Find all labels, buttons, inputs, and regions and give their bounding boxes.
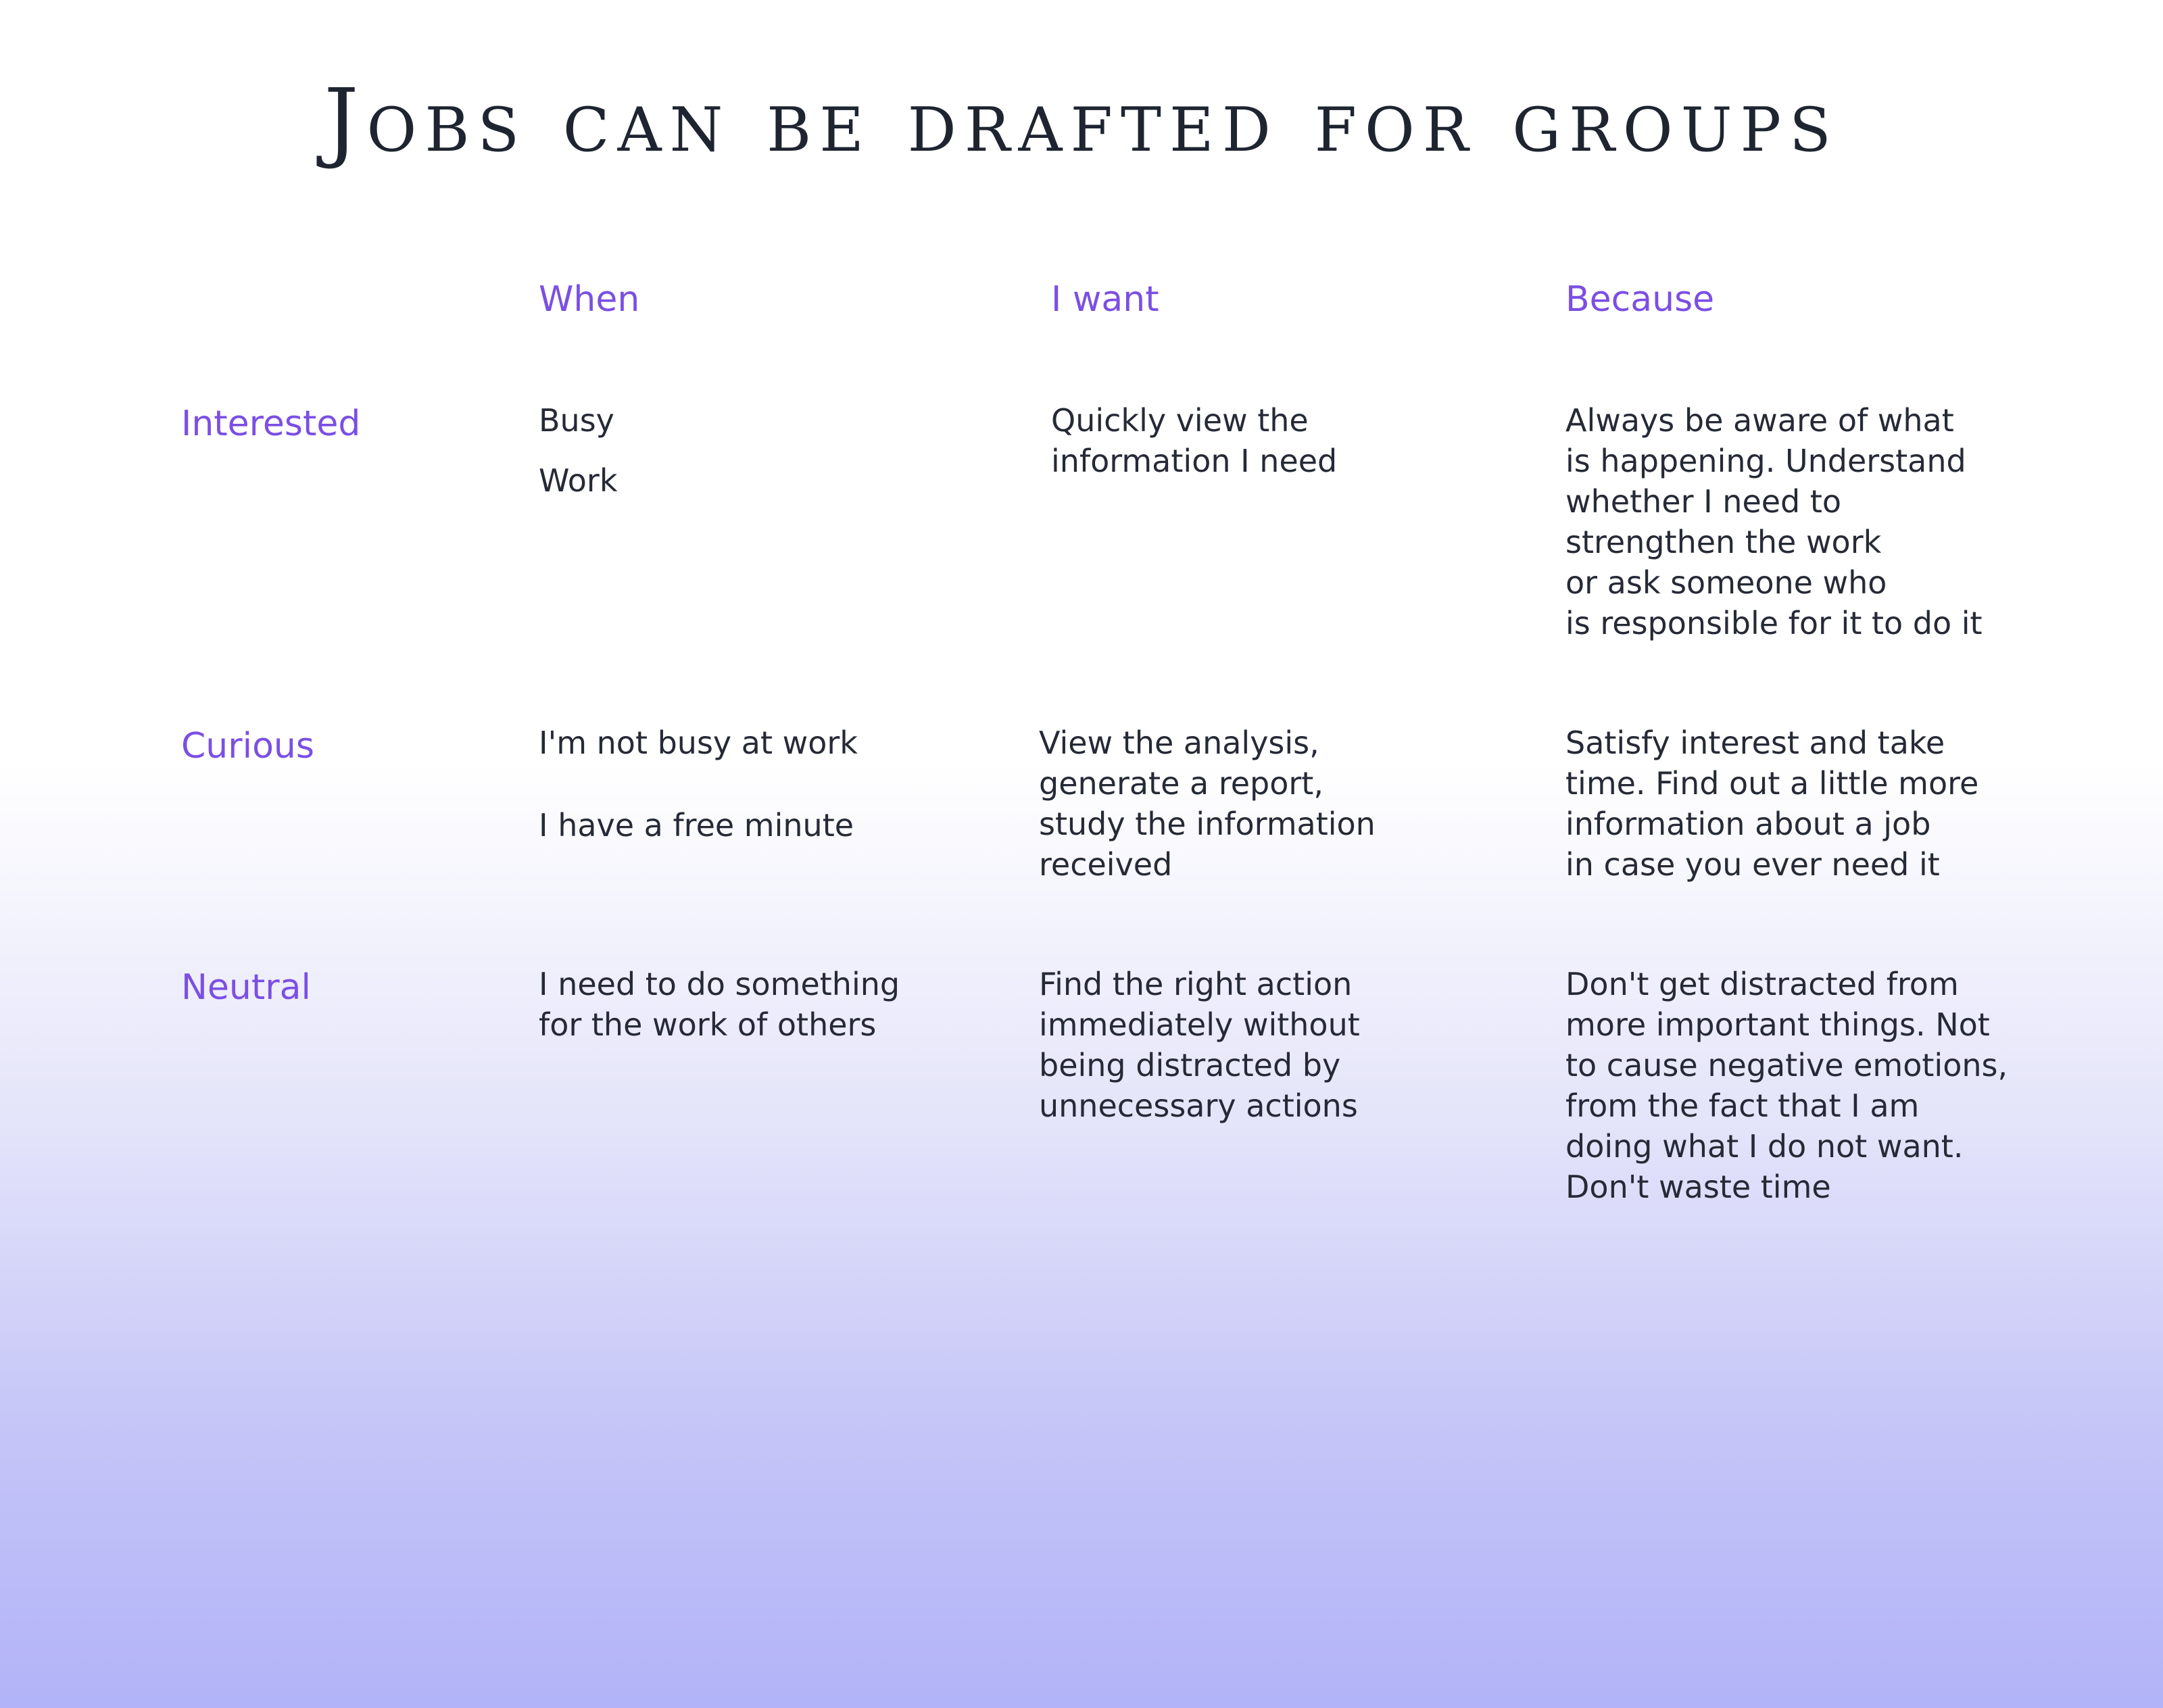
cell-line: whether I need to	[1565, 483, 1842, 520]
cell-neutral-i-want	[1039, 964, 1360, 1126]
cell-line: I need to do something	[539, 966, 900, 1002]
cell-curious-when	[539, 723, 858, 846]
column-header-because: Because	[1565, 279, 1715, 320]
cell-line: or ask someone who	[1565, 564, 1887, 601]
cell-line: View the analysis,	[1039, 725, 1319, 761]
cell-interested-when	[539, 400, 617, 501]
cell-line: for the work of others	[539, 1006, 877, 1043]
cell-line: time. Find out a little more	[1565, 765, 1979, 802]
cell-line: Quickly view the	[1051, 402, 1309, 439]
cell-line: to cause negative emotions,	[1565, 1047, 2008, 1083]
cell-line: Satisfy interest and take	[1565, 725, 1945, 761]
row-label-interested: Interested	[181, 404, 361, 444]
cell-line: information I need	[1051, 443, 1338, 479]
cell-line: being distracted by	[1039, 1047, 1341, 1083]
row-label-curious: Curious	[181, 726, 314, 766]
cell-line: Don't get distracted from	[1565, 966, 1959, 1002]
cell-line: Busy	[539, 402, 614, 439]
page-title: Jobs can be drafted for groups	[324, 71, 1839, 172]
cell-line: immediately without	[1039, 1006, 1360, 1043]
cell-line: more important things. Not	[1565, 1006, 1990, 1043]
cell-neutral-because	[1565, 964, 2008, 1207]
cell-line: Work	[539, 462, 618, 499]
row-label-neutral: Neutral	[181, 967, 311, 1008]
cell-line: from the fact that I am	[1565, 1088, 1920, 1124]
cell-line: I'm not busy at work	[539, 725, 858, 761]
cell-line: Don't waste time	[1565, 1169, 1831, 1205]
cell-line: generate a report,	[1039, 765, 1323, 802]
cell-interested-because	[1565, 400, 1983, 643]
cell-line: information about a job	[1565, 806, 1931, 842]
cell-curious-because	[1565, 723, 1978, 885]
cell-curious-i-want	[1039, 723, 1376, 885]
cell-line: strengthen the work	[1565, 524, 1882, 560]
cell-line: doing what I do not want.	[1565, 1128, 1964, 1165]
cell-line: received	[1039, 846, 1173, 883]
cell-line: is happening. Understand	[1565, 443, 1966, 479]
cell-neutral-when	[539, 964, 900, 1045]
column-header-when: When	[539, 279, 640, 320]
column-header-i-want: I want	[1051, 279, 1159, 320]
cell-interested-i-want	[1051, 400, 1337, 481]
cell-line: is responsible for it to do it	[1565, 605, 1983, 641]
cell-line: study the information	[1039, 806, 1376, 842]
cell-line: Find the right action	[1039, 966, 1353, 1002]
cell-line: unnecessary actions	[1039, 1088, 1358, 1124]
cell-line: Always be aware of what	[1565, 402, 1954, 439]
cell-line: I have a free minute	[539, 807, 854, 844]
cell-line: in case you ever need it	[1565, 846, 1940, 883]
